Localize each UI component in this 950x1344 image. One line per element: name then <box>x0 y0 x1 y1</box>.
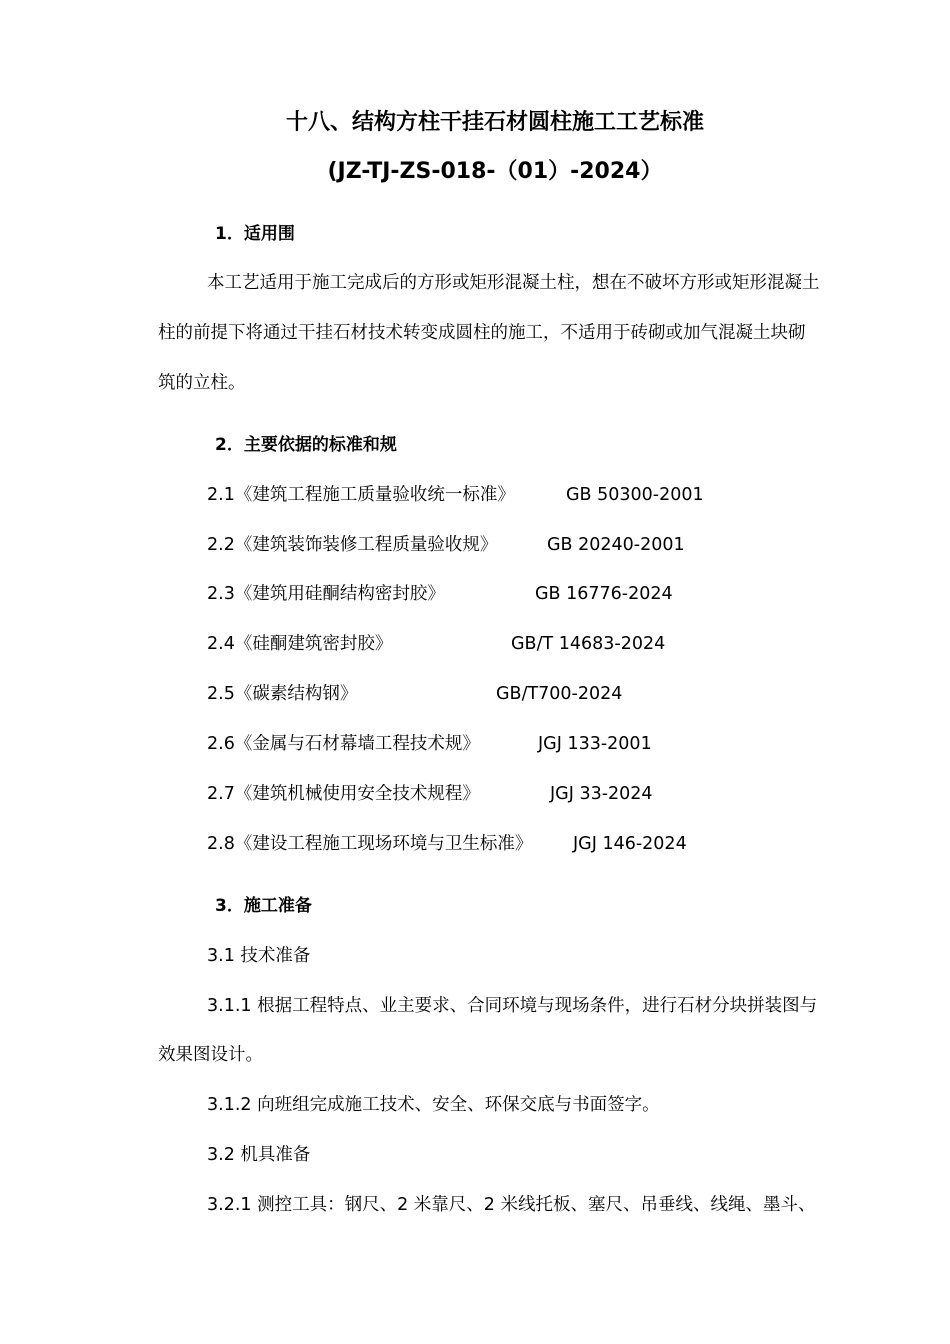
ref-code-2-7: JGJ 33-2024 <box>550 784 653 804</box>
ref-code-2-6: JGJ 133-2001 <box>538 734 652 754</box>
para-3-1: 3.1 技术准备 <box>207 946 311 966</box>
ref-name-2-3: 2.3《建筑用硅酮结构密封胶》 <box>207 584 445 604</box>
ref-name-2-8: 2.8《建设工程施工现场环境与卫生标准》 <box>207 834 533 854</box>
ref-name-2-4: 2.4《硅酮建筑密封胶》 <box>207 634 393 654</box>
ref-name-2-1: 2.1《建筑工程施工质量验收统一标准》 <box>207 485 515 505</box>
section-1-heading: 1．适用围 <box>215 224 295 244</box>
section-1-line-3: 筑的立柱。 <box>158 373 246 393</box>
para-3-1-1-line-1: 3.1.1 根据工程特点、业主要求、合同环境与现场条件，进行石材分块拼装图与 <box>207 996 818 1016</box>
ref-code-2-2: GB 20240-2001 <box>547 535 685 555</box>
ref-code-2-3: GB 16776-2024 <box>535 584 673 604</box>
ref-name-2-7: 2.7《建筑机械使用安全技术规程》 <box>207 784 480 804</box>
document-code: (JZ-TJ-ZS-018-（01）-2024） <box>327 159 663 184</box>
section-3-heading: 3．施工准备 <box>215 896 312 916</box>
para-3-2: 3.2 机具准备 <box>207 1145 311 1165</box>
ref-code-2-4: GB/T 14683-2024 <box>511 634 666 654</box>
para-3-1-2: 3.1.2 向班组完成施工技术、安全、环保交底与书面签字。 <box>207 1095 660 1115</box>
section-1-line-2: 柱的前提下将通过干挂石材技术转变成圆柱的施工，不适用于砖砌或加气混凝土块砌 <box>158 323 806 343</box>
ref-name-2-6: 2.6《金属与石材幕墙工程技术规》 <box>207 734 480 754</box>
ref-name-2-2: 2.2《建筑装饰装修工程质量验收规》 <box>207 535 498 555</box>
ref-code-2-1: GB 50300-2001 <box>566 485 704 505</box>
para-3-1-1-line-2: 效果图设计。 <box>158 1045 263 1065</box>
document-title: 十八、结构方柱干挂石材圆柱施工工艺标准 <box>285 110 704 135</box>
para-3-2-1: 3.2.1 测控工具：钢尺、2 米靠尺、2 米线托板、塞尺、吊垂线、线绳、墨斗、 <box>207 1195 816 1215</box>
section-2-heading: 2．主要依据的标准和规 <box>215 435 397 455</box>
ref-name-2-5: 2.5《碳素结构钢》 <box>207 684 358 704</box>
section-1-line-1: 本工艺适用于施工完成后的方形或矩形混凝土柱，想在不破坏方形或矩形混凝土 <box>207 273 820 293</box>
ref-code-2-5: GB/T700-2024 <box>496 684 623 704</box>
ref-code-2-8: JGJ 146-2024 <box>573 834 687 854</box>
